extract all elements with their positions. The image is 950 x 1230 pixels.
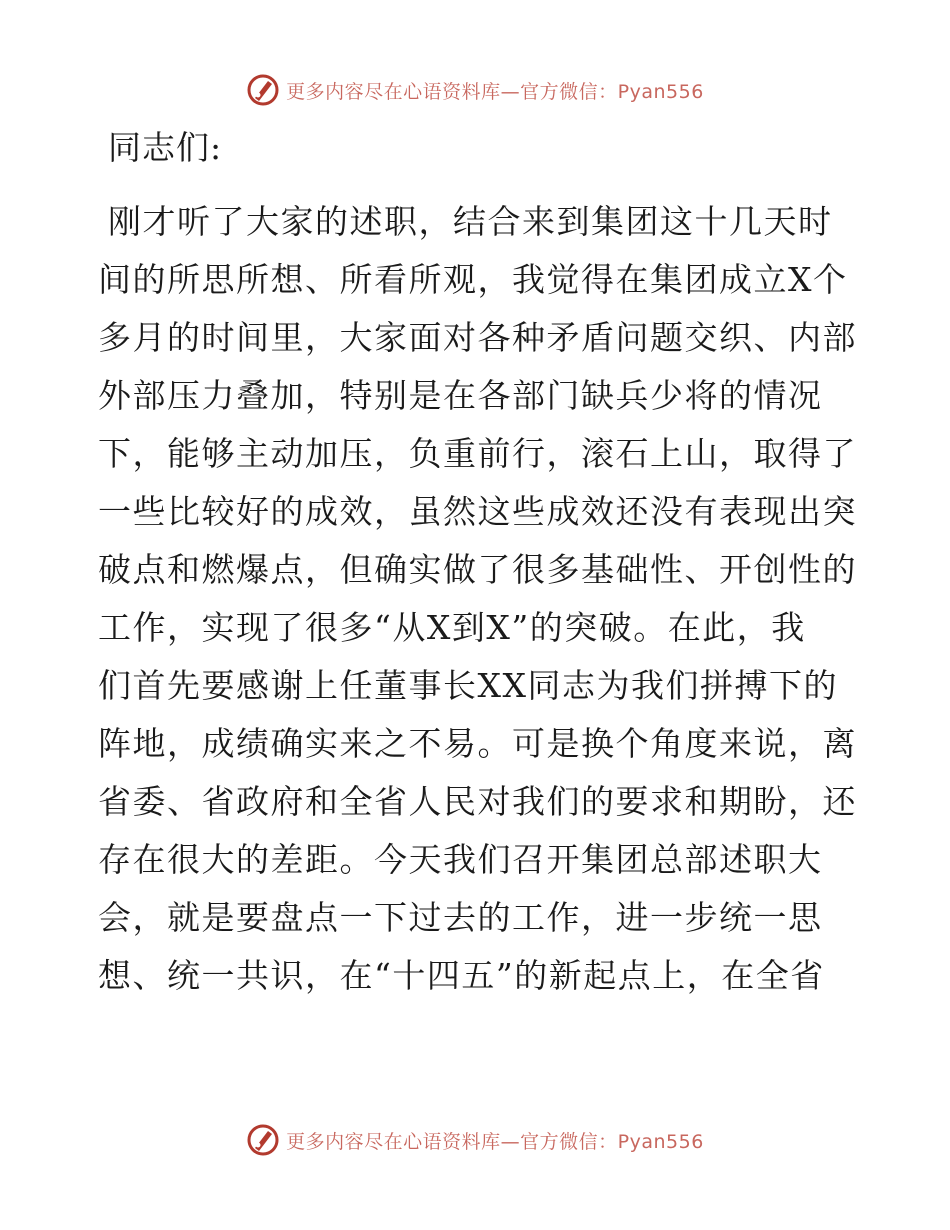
paragraph — [98, 193, 858, 1005]
text-line: 一些比较好的成效，虽然这些成效还没有表现出突 — [98, 492, 857, 531]
text-line: 省委、省政府和全省人民对我们的要求和期盼，还 — [98, 782, 857, 821]
text-line: 工作，实现了很多“从X到X”的突破。在此，我 — [98, 608, 806, 647]
watermark-text: 更多内容尽在心语资料库—官方微信：Pyan556 — [286, 1130, 704, 1153]
text-line: 间的所思所想、所看所观，我觉得在集团成立X个 — [98, 260, 848, 299]
text-line: 多月的时间里，大家面对各种矛盾问题交织、内部 — [98, 318, 857, 357]
text-line: 会，就是要盘点一下过去的工作，进一步统一思 — [98, 898, 823, 937]
text-line: 外部压力叠加，特别是在各部门缺兵少将的情况 — [98, 376, 823, 415]
watermark-text: 更多内容尽在心语资料库—官方微信：Pyan556 — [286, 80, 704, 103]
text-line: 阵地，成绩确实来之不易。可是换个角度来说，离 — [98, 724, 857, 763]
text-line: 刚才听了大家的述职，结合来到集团这十几天时 — [108, 202, 833, 241]
pen-circle-icon — [246, 73, 280, 107]
header-watermark — [0, 70, 950, 110]
salutation: 同志们: — [108, 128, 223, 167]
text-line: 想、统一共识，在“十四五”的新起点上，在全省 — [98, 956, 825, 995]
document-body — [98, 128, 858, 1005]
text-line: 下，能够主动加压，负重前行，滚石上山，取得了 — [98, 434, 857, 473]
text-line: 们首先要感谢上任董事长XX同志为我们拼搏下的 — [98, 666, 838, 705]
text-line: 破点和燃爆点，但确实做了很多基础性、开创性的 — [98, 550, 857, 589]
pen-circle-icon — [246, 1123, 280, 1157]
footer-watermark — [0, 1120, 950, 1160]
text-line: 存在很大的差距。今天我们召开集团总部述职大 — [98, 840, 823, 879]
